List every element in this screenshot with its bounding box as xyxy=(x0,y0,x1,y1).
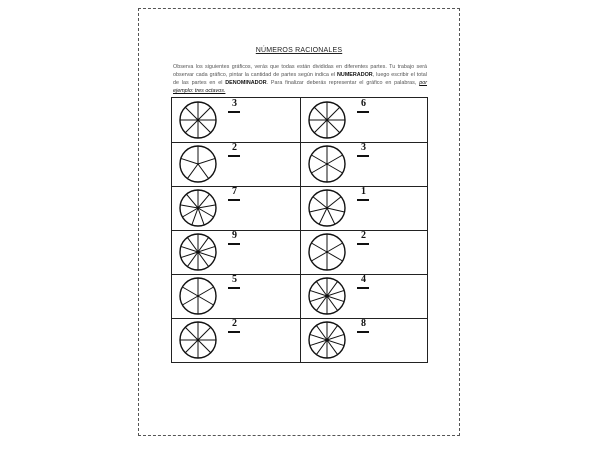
numerador-term: NUMERADOR xyxy=(337,72,373,78)
divided-circle[interactable] xyxy=(178,276,218,316)
divided-circle[interactable] xyxy=(178,320,218,360)
instructions-text-2: , luego escribir el total de las partes en el xyxy=(173,72,427,86)
fraction-bar xyxy=(357,111,369,113)
fraction-cell xyxy=(301,318,429,362)
fraction-bar xyxy=(357,287,369,289)
fraction-numerator: 2 xyxy=(361,230,366,241)
fraction-bar xyxy=(228,331,240,333)
denominador-term: DENOMINADOR xyxy=(225,80,267,86)
divided-circle[interactable] xyxy=(307,144,347,184)
fraction-bar xyxy=(228,287,240,289)
fraction-cell xyxy=(172,142,300,186)
instructions-paragraph xyxy=(173,63,427,95)
fraction-numerator: 7 xyxy=(232,186,237,197)
divided-circle[interactable] xyxy=(178,232,218,272)
divided-circle[interactable] xyxy=(178,188,218,228)
instructions-text-3: . Para finalizar deberás representar el gráfico en palabras, xyxy=(266,80,420,86)
worksheet-title: NÚMEROS RACIONALES xyxy=(255,47,343,54)
fractions-table xyxy=(171,97,428,363)
fraction-bar xyxy=(228,243,240,245)
divided-circle[interactable] xyxy=(307,232,347,272)
divided-circle[interactable] xyxy=(178,144,218,184)
worksheet-page xyxy=(138,8,460,436)
fraction-numerator: 1 xyxy=(361,186,366,197)
fraction-cell xyxy=(301,98,429,142)
fraction-numerator: 3 xyxy=(361,142,366,153)
fraction-cell xyxy=(172,318,300,362)
divided-circle[interactable] xyxy=(307,100,347,140)
fraction-numerator: 3 xyxy=(232,98,237,109)
fraction-numerator: 6 xyxy=(361,98,366,109)
fraction-bar xyxy=(357,199,369,201)
fraction-cell xyxy=(172,98,300,142)
fraction-bar xyxy=(357,243,369,245)
fraction-bar xyxy=(357,155,369,157)
divided-circle[interactable] xyxy=(307,276,347,316)
divided-circle[interactable] xyxy=(307,320,347,360)
fraction-cell xyxy=(172,186,300,230)
instructions-text-1: Observa los siguientes gráficos, verás que todas están divididas en diferentes partes. Tu trabajo será observar cada gráfico, pintar la cantidad de partes según indica el xyxy=(173,64,427,78)
fraction-numerator: 8 xyxy=(361,318,366,329)
divided-circle[interactable] xyxy=(178,100,218,140)
fraction-bar xyxy=(228,199,240,201)
fraction-bar xyxy=(357,331,369,333)
fraction-numerator: 2 xyxy=(232,318,237,329)
fraction-bar xyxy=(228,111,240,113)
fraction-cell xyxy=(172,274,300,318)
divided-circle[interactable] xyxy=(307,188,347,228)
fraction-bar xyxy=(228,155,240,157)
fraction-cell xyxy=(301,186,429,230)
fraction-cell xyxy=(172,230,300,274)
example-text: por ejemplo: tres octavos. xyxy=(173,80,427,94)
fraction-cell xyxy=(301,142,429,186)
fraction-numerator: 5 xyxy=(232,274,237,285)
fraction-numerator: 2 xyxy=(232,142,237,153)
fraction-cell xyxy=(301,230,429,274)
fraction-cell xyxy=(301,274,429,318)
fraction-numerator: 4 xyxy=(361,274,366,285)
fraction-numerator: 9 xyxy=(232,230,237,241)
